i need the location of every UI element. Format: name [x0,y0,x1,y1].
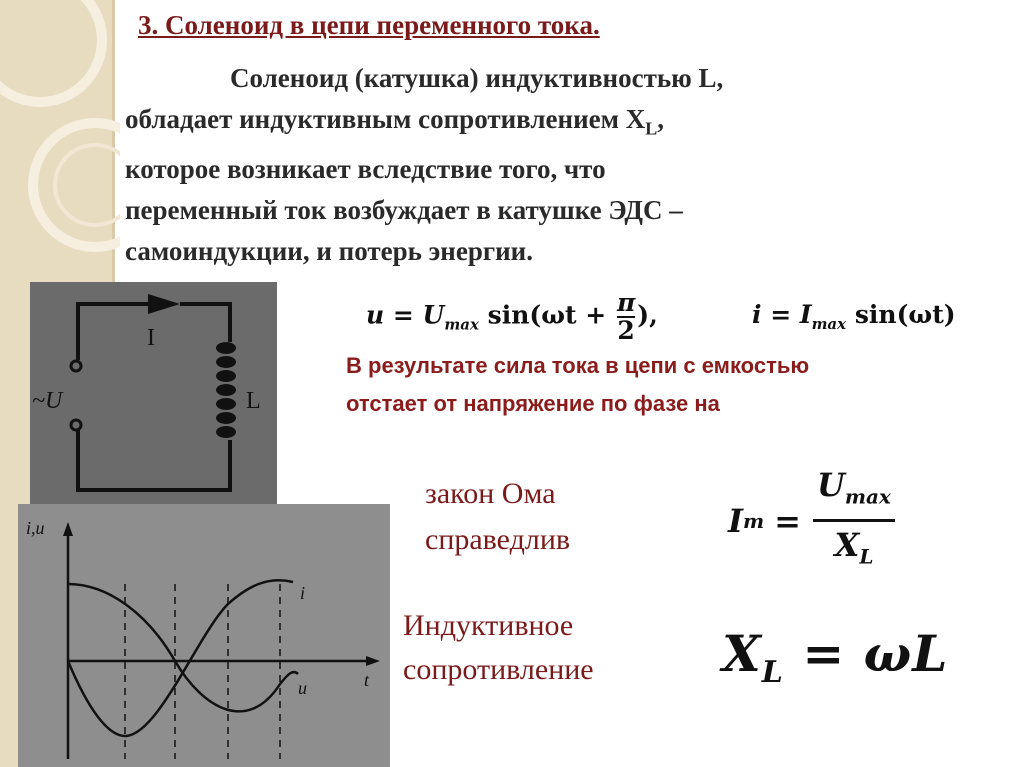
paragraph-line-5: самоиндукции, и потерь энергии. [125,236,533,267]
pi-over-two: $\frac{\pi}{2}$ [616,288,636,345]
ohm-fraction: $U_{max}$ $X_L$ [813,462,895,580]
inductive-resistance-text: Индуктивное сопротивление [403,609,594,686]
description-paragraph [125,58,1005,272]
formula-ohm: I m = $U_{max}$ $X_L$ [728,462,895,580]
voltage-label: ~U [32,388,63,414]
paragraph-line-3: которое возникает вследствие того, что [125,154,606,185]
slide-title: 3. Соленоид в цепи переменного тока. [138,10,600,40]
paragraph-line-1: Соленоид (катушка) индуктивностью L, [230,63,724,93]
formula-inductive: $X_L = \omega L$ [722,624,949,690]
ohm-law-text: закон Ома справедлив [425,477,571,556]
formula-current: $i = I_{max}$ sin(ωt) [752,300,956,333]
circuit-diagram [30,282,277,504]
paragraph-line-2: обладает индуктивным сопротивлением $X_L$, [125,104,665,139]
phase-graph [18,504,390,767]
result-text: В результате сила тока в цепи с емкостью отстает от напряжение по фазе на [346,353,810,416]
y-axis-label: i,u [26,518,45,538]
inductor-label: L [246,388,261,414]
x-axis-label: t [364,670,370,690]
paragraph-line-4: переменный ток возбуждает в катушке ЭДС – [125,195,683,226]
curve-u-label: u [298,678,307,698]
current-label: I [147,325,155,351]
formula-voltage: $u = U_{max}$ sin(ωt + $\frac{\pi}{2}$ ), [366,288,658,345]
paragraph-subscript: L [645,118,658,139]
curve-i-label: i [300,583,306,603]
